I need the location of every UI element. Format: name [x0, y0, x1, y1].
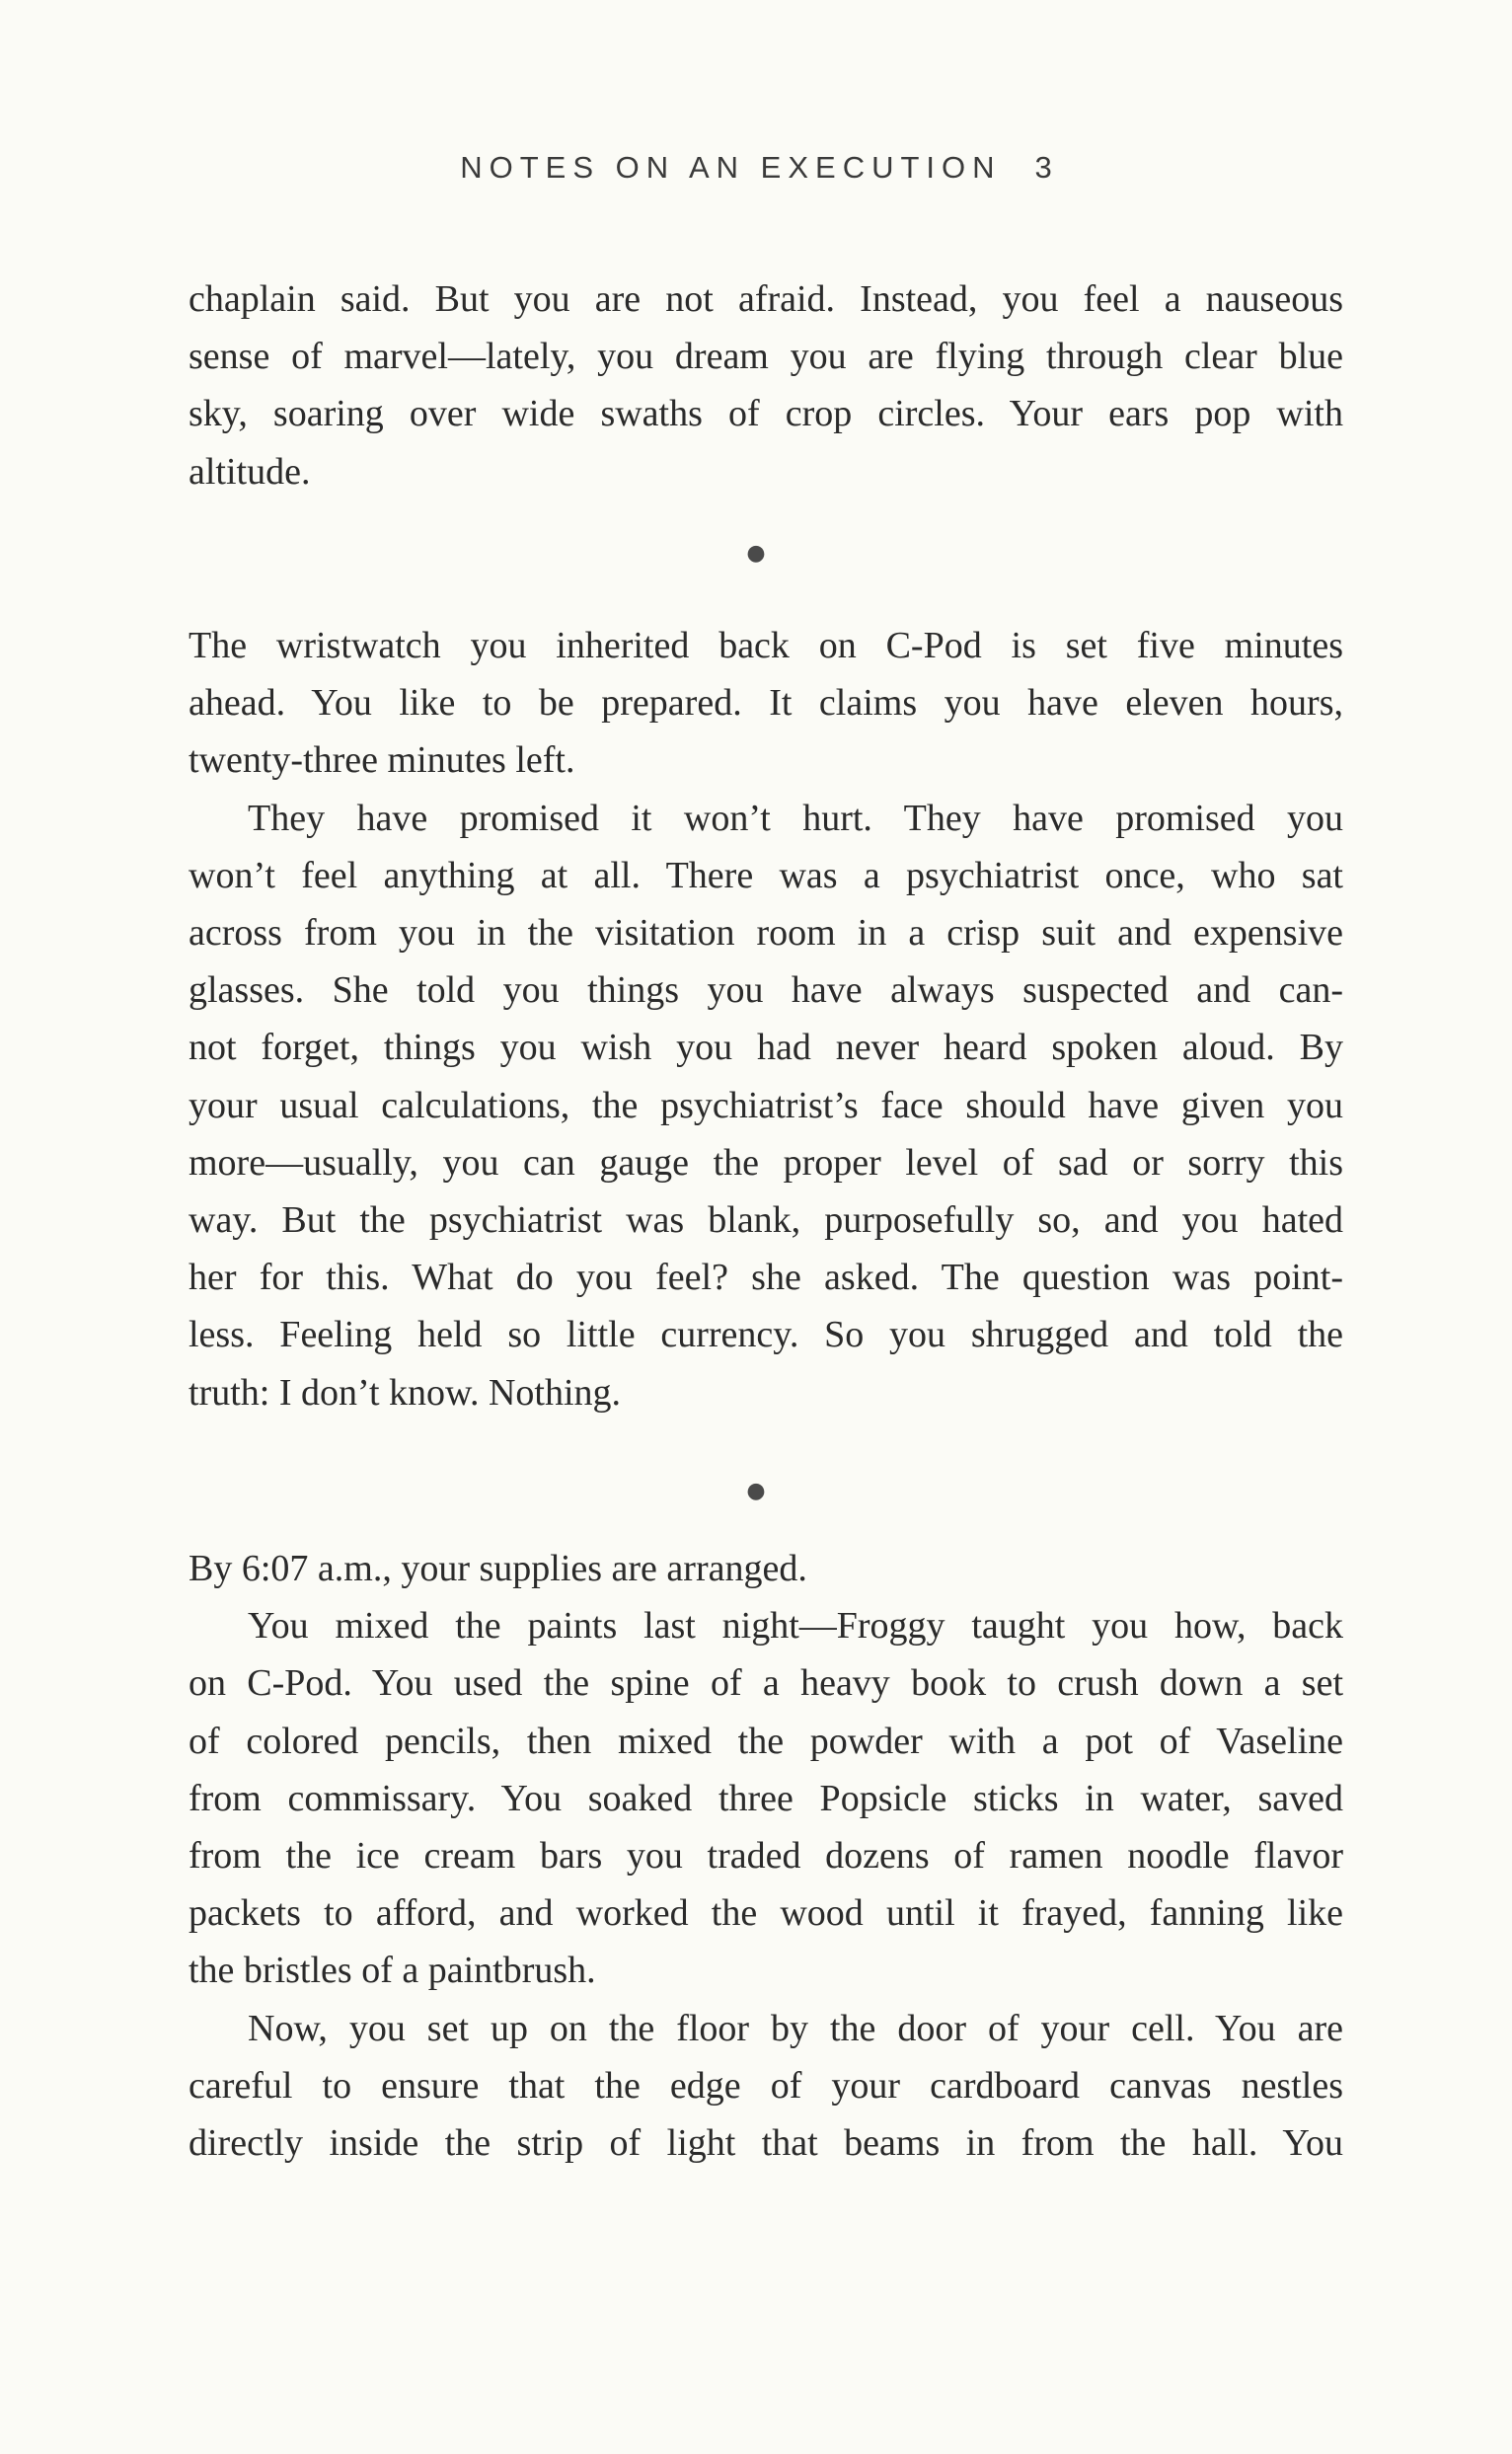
section-break-2: ●: [746, 1479, 766, 1503]
text-line: not forget, things you wish you had never heard spoken aloud. By: [189, 1027, 1343, 1069]
running-head: [0, 150, 1512, 186]
section-1: [189, 270, 1343, 500]
chapter-title: NOTES ON AN EXECUTION: [460, 150, 1002, 185]
text-line: from commissary. You soaked three Popsicle sticks in water, saved: [189, 1777, 1343, 1819]
section-3: [189, 1540, 1343, 2172]
text-line: Now, you set up on the floor by the door of your cell. You are: [248, 2007, 1343, 2049]
text-line: packets to afford, and worked the wood until it frayed, fanning like: [189, 1892, 1343, 1935]
text-line: from the ice cream bars you traded dozens of ramen noodle flavor: [189, 1835, 1343, 1878]
text-line: ahead. You like to be prepared. It claims you have eleven hours,: [189, 682, 1343, 725]
text-line: way. But the psychiatrist was blank, purposefully so, and you hated: [189, 1199, 1343, 1242]
text-line: The wristwatch you inherited back on C-Pod is set five minutes: [189, 625, 1343, 666]
page-number: 3: [1034, 150, 1052, 185]
text-line: altitude.: [189, 450, 311, 493]
text-line: less. Feeling held so little currency. So you shrugged and told the: [189, 1314, 1343, 1356]
text-line: directly inside the strip of light that beams in from the hall. You: [189, 2122, 1343, 2165]
text-line: of colored pencils, then mixed the powder with a pot of Vaseline: [189, 1720, 1343, 1762]
text-line: truth: I don’t know. Nothing.: [189, 1371, 622, 1414]
text-line: chaplain said. But you are not afraid. Instead, you feel a nauseous: [189, 278, 1343, 320]
text-line: careful to ensure that the edge of your cardboard canvas nestles: [189, 2064, 1343, 2107]
text-line: your usual calculations, the psychiatrist’s face should have given you: [189, 1084, 1343, 1126]
section-2: [189, 617, 1343, 1421]
text-line: By 6:07 a.m., your supplies are arranged.: [189, 1548, 807, 1589]
text-line: twenty-three minutes left.: [189, 739, 575, 782]
text-line: sky, soaring over wide swaths of crop circles. Your ears pop with: [189, 393, 1343, 435]
text-line: across from you in the visitation room in a crisp suit and expensive: [189, 912, 1343, 955]
text-line: her for this. What do you feel? she asked. The question was point-: [189, 1257, 1343, 1299]
text-line: on C-Pod. You used the spine of a heavy book to crush down a set: [189, 1662, 1343, 1705]
text-line: more—usually, you can gauge the proper level of sad or sorry this: [189, 1141, 1343, 1184]
text-line: the bristles of a paintbrush.: [189, 1950, 596, 1992]
text-line: They have promised it won’t hurt. They have promised you: [248, 797, 1343, 839]
text-line: won’t feel anything at all. There was a psychiatrist once, who sat: [189, 854, 1343, 896]
text-line: You mixed the paints last night—Froggy taught you how, back: [248, 1605, 1343, 1648]
section-break-1: ●: [746, 541, 766, 566]
text-line: glasses. She told you things you have always suspected and can-: [189, 969, 1343, 1012]
text-line: sense of marvel—lately, you dream you are flying through clear blue: [189, 336, 1343, 378]
